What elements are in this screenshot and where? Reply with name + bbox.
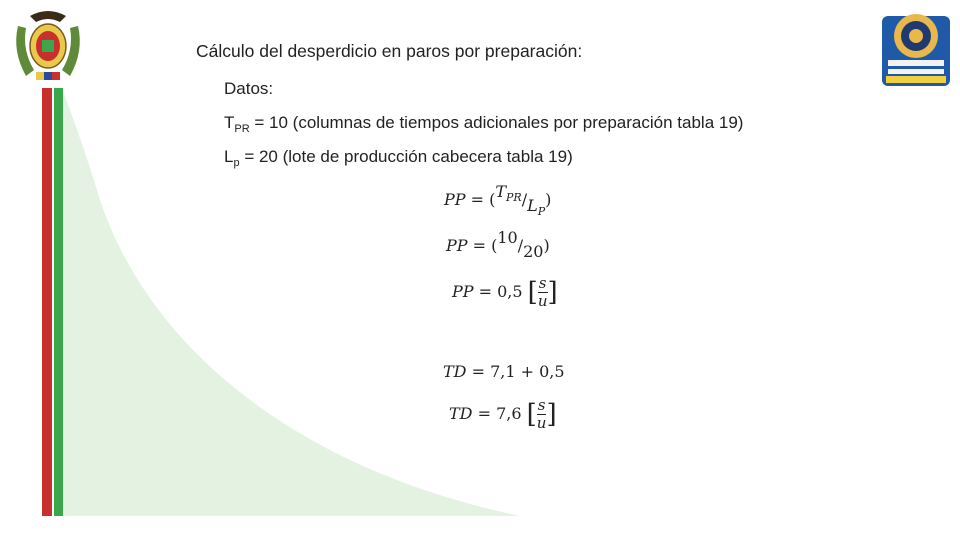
green-stripe — [54, 88, 63, 516]
eq3-bracket-close: ] — [547, 277, 558, 308]
lp-subscript: p — [233, 157, 240, 169]
eq3-unit-num: s — [538, 274, 547, 292]
eq4-lhs: TD — [443, 362, 467, 381]
eq1-den-sub: P — [537, 205, 546, 218]
data-line-lp — [224, 147, 573, 169]
eq2-den: 20 — [523, 242, 544, 261]
eq1-num: T — [495, 182, 507, 201]
university-crest-icon — [8, 6, 88, 84]
tpr-subscript: PR — [234, 123, 250, 135]
eq5-unit-num: s — [537, 396, 546, 414]
equation-pp-formula — [444, 182, 552, 218]
equation-td-result — [449, 398, 557, 431]
lp-symbol: L — [224, 147, 234, 166]
data-line-tpr — [224, 113, 743, 135]
eq2-close: ) — [543, 236, 550, 255]
eq2-fraction: 10/20 — [497, 228, 544, 261]
eq2-lhs: PP — [446, 236, 468, 255]
eq1-lhs: PP — [444, 190, 466, 209]
eq5-bracket-close: ] — [546, 399, 557, 430]
eq3-lhs: PP — [452, 282, 474, 301]
espe-ingenieria-mecatronica-logo — [880, 6, 952, 88]
eq1-fraction: $T_{PR}/L_P$ — [495, 182, 546, 218]
eq1-den: L — [527, 196, 538, 215]
eq2-num: 10 — [497, 228, 518, 247]
tpr-symbol: T — [224, 113, 235, 132]
eq1-op: = ( — [465, 190, 496, 209]
equation-pp-result — [452, 276, 558, 309]
slide-title: Cálculo del desperdicio en paros por preparación: — [196, 41, 583, 61]
eq1-num-sub: PR — [506, 191, 522, 204]
eq5-bracket-open: [ — [526, 399, 537, 430]
eq3-unit-den: u — [537, 292, 548, 310]
eq3-op: = 0,5 — [473, 282, 528, 301]
eq5-lhs: TD — [449, 404, 473, 423]
red-stripe — [42, 88, 52, 516]
equation-pp-values — [446, 228, 550, 261]
eq5-op: = 7,6 — [472, 404, 527, 423]
eq3-unit — [538, 276, 548, 309]
eq5-unit-den: u — [536, 414, 547, 432]
equation-td-sum — [443, 362, 565, 381]
white-stripe — [52, 88, 54, 516]
tpr-text: = 10 (columnas de tiempos adicionales por preparación tabla 19) — [249, 113, 744, 132]
eq1-close: ) — [545, 190, 552, 209]
eq5-unit — [537, 398, 547, 431]
lp-text: = 20 (lote de producción cabecera tabla 19) — [239, 147, 573, 166]
eq4-expr: = 7,1 + 0,5 — [466, 362, 565, 381]
eq2-op: = ( — [467, 236, 498, 255]
datos-label: Datos: — [224, 79, 274, 98]
eq3-bracket-open: [ — [527, 277, 538, 308]
